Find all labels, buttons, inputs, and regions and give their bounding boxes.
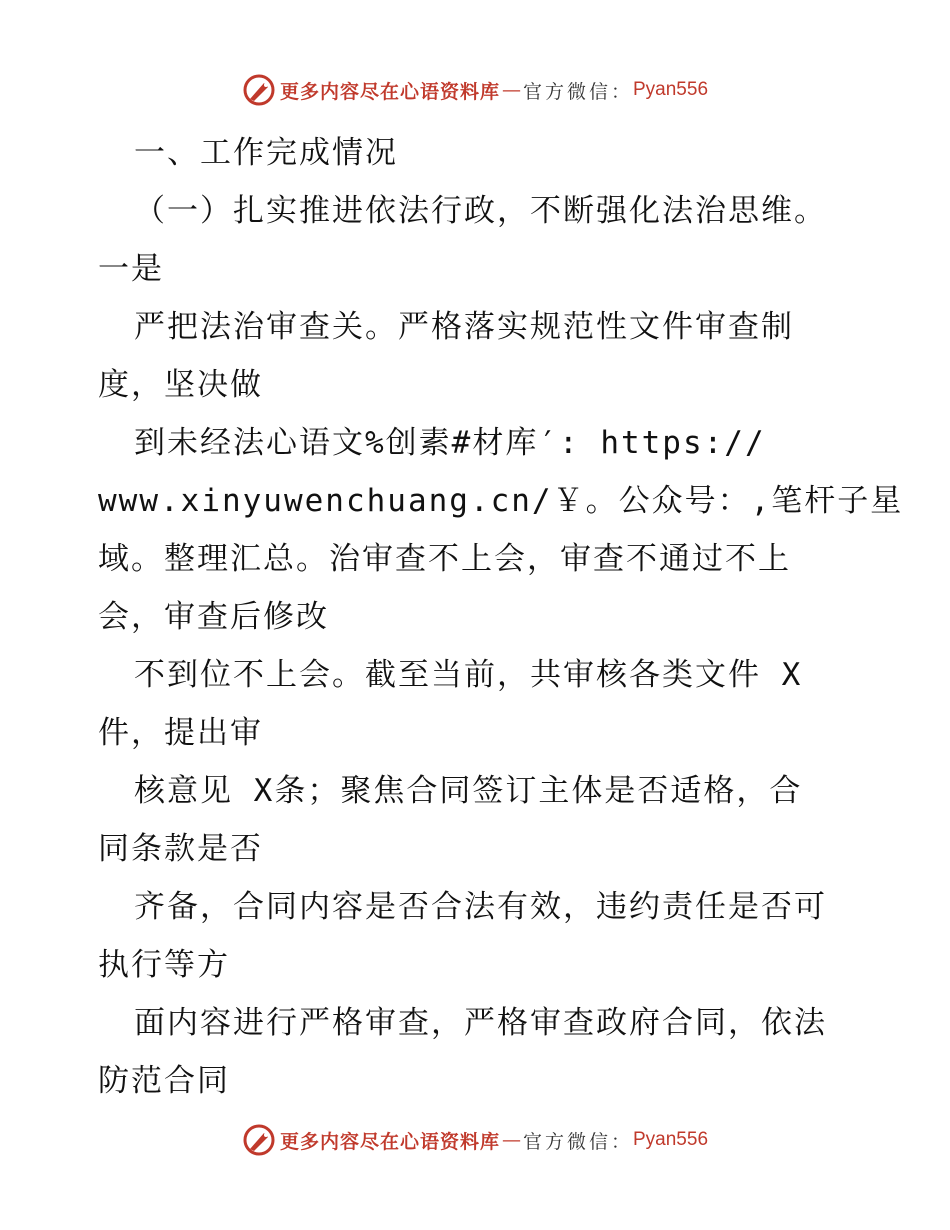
- footer-wechat-id: Pyan556: [633, 1129, 709, 1150]
- document-body: [98, 124, 904, 1110]
- paragraph-line: 域。整理汇总。治审查不上会，审查不通过不上: [98, 541, 791, 577]
- footer-banner: [0, 1120, 950, 1160]
- header-dash: —: [501, 79, 521, 101]
- section-heading: 一、工作完成情况: [134, 135, 398, 171]
- header-wechat-id: Pyan556: [633, 79, 709, 100]
- footer-dash: —: [501, 1129, 521, 1151]
- paragraph-line: 严把法治审查关。严格落实规范性文件审查制: [134, 309, 794, 345]
- footer-brand: 更多内容尽在心语资料库: [279, 1130, 500, 1153]
- header-brand: 更多内容尽在心语资料库: [279, 80, 500, 103]
- header-official-label: 官方微信：: [522, 80, 633, 103]
- paragraph-line: 度，坚决做: [98, 367, 263, 403]
- paragraph-line: 防范合同: [98, 1063, 230, 1099]
- pen-logo-icon: [242, 73, 276, 107]
- header-banner: [0, 70, 950, 110]
- paragraph-line: 齐备，合同内容是否合法有效，违约责任是否可: [134, 889, 827, 925]
- footer-official-label: 官方微信：: [522, 1130, 633, 1153]
- paragraph-line: www.xinyuwenchuang.cn/￥。公众号：,笔杆子星: [98, 483, 904, 519]
- paragraph-line: 面内容进行严格审查，严格审查政府合同，依法: [134, 1005, 827, 1041]
- pen-logo-icon: [242, 1123, 276, 1157]
- paragraph-line: 执行等方: [98, 947, 230, 983]
- paragraph-line: 一是: [98, 251, 164, 287]
- paragraph-line: 会，审查后修改: [98, 599, 329, 635]
- paragraph-line: 核意见 X条；聚焦合同签订主体是否适格，合: [134, 773, 803, 809]
- paragraph-line: （一）扎实推进依法行政，不断强化法治思维。: [134, 193, 827, 229]
- paragraph-line: 到未经法心语文%创素#材库′: https://: [134, 425, 766, 461]
- paragraph-line: 不到位不上会。截至当前，共审核各类文件 X: [134, 657, 803, 693]
- paragraph-line: 同条款是否: [98, 831, 263, 867]
- paragraph-line: 件，提出审: [98, 715, 263, 751]
